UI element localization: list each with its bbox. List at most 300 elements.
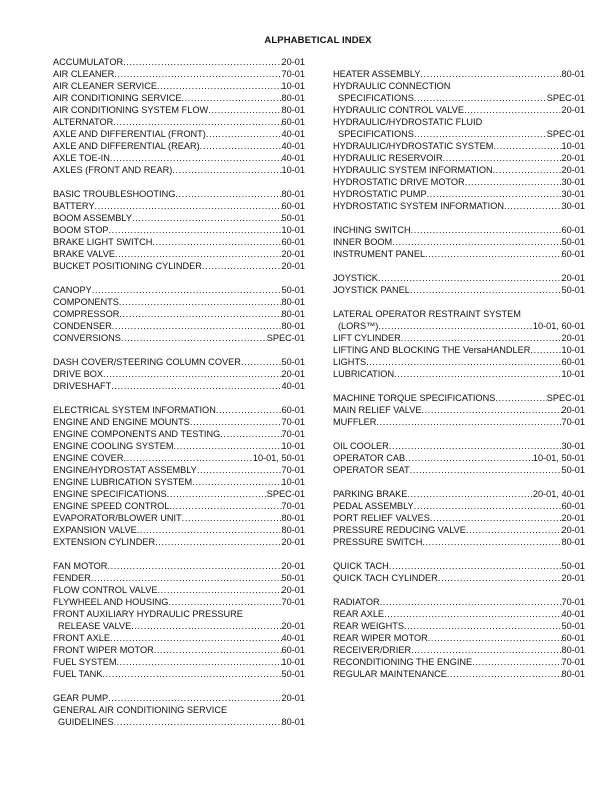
entry-label: ACCUMULATOR bbox=[53, 57, 124, 67]
index-entry bbox=[333, 248, 585, 260]
index-group bbox=[53, 284, 305, 344]
entry-label: REAR WEIGHTS bbox=[333, 621, 404, 631]
index-entry bbox=[53, 404, 305, 416]
dot-leader bbox=[107, 560, 281, 572]
entry-page: 80-01 bbox=[561, 537, 585, 547]
index-group bbox=[53, 560, 305, 680]
index-entry bbox=[53, 248, 305, 260]
entry-page: 40-01 bbox=[281, 153, 305, 163]
entry-page: 20-01 bbox=[281, 537, 305, 547]
dot-leader bbox=[206, 128, 282, 140]
index-group bbox=[333, 272, 585, 296]
dot-leader bbox=[495, 392, 546, 404]
index-entry bbox=[53, 560, 305, 572]
index-entry bbox=[333, 560, 585, 572]
entry-page: 50-01 bbox=[561, 621, 585, 631]
entry-page: 20-01 bbox=[281, 621, 305, 631]
index-entry bbox=[53, 308, 305, 320]
entry-page: 30-01 bbox=[561, 177, 585, 187]
index-group bbox=[53, 188, 305, 272]
index-entry bbox=[53, 428, 305, 440]
dot-leader bbox=[410, 284, 562, 296]
entry-page: 10-01, 50-01 bbox=[252, 453, 305, 463]
index-entry bbox=[53, 296, 305, 308]
entry-page: 10-01 bbox=[561, 141, 585, 151]
entry-page: 10-01 bbox=[281, 165, 305, 175]
dot-leader bbox=[378, 320, 533, 332]
entry-label: HYDROSTATIC PUMP bbox=[333, 189, 427, 199]
entry-label: GENERAL AIR CONDITIONING SERVICE bbox=[53, 705, 228, 715]
entry-label: FRONT WIPER MOTOR bbox=[53, 645, 154, 655]
page-title: ALPHABETICAL INDEX bbox=[264, 35, 372, 46]
dot-leader bbox=[175, 188, 281, 200]
entry-label: FUEL TANK bbox=[53, 669, 103, 679]
index-entry bbox=[333, 632, 585, 644]
index-entry bbox=[53, 488, 305, 500]
dot-leader bbox=[113, 116, 281, 128]
index-entry bbox=[53, 632, 305, 644]
dot-leader bbox=[472, 656, 561, 668]
index-entry bbox=[333, 104, 585, 116]
index-entry bbox=[53, 140, 305, 152]
entry-page: 80-01 bbox=[281, 513, 305, 523]
entry-label: INNER BOOM bbox=[333, 237, 393, 247]
entry-label: BATTERY bbox=[53, 201, 95, 211]
index-entry bbox=[53, 512, 305, 524]
entry-label: EVAPORATOR/BLOWER UNIT bbox=[53, 513, 182, 523]
entry-label: (LORS™) bbox=[338, 321, 379, 331]
index-entry bbox=[333, 620, 585, 632]
entry-label: CONDENSER bbox=[53, 321, 112, 331]
dot-leader bbox=[202, 260, 282, 272]
entry-page: 60-01 bbox=[281, 405, 305, 415]
dot-leader bbox=[169, 500, 281, 512]
dot-leader bbox=[414, 500, 562, 512]
index-entry bbox=[53, 212, 305, 224]
entry-page: 80-01 bbox=[281, 297, 305, 307]
dot-leader bbox=[414, 92, 547, 104]
entry-label: REAR AXLE bbox=[333, 609, 385, 619]
index-entry bbox=[333, 488, 585, 500]
entry-page: 30-01 bbox=[561, 201, 585, 211]
entry-label: FLOW CONTROL VALVE bbox=[53, 585, 158, 595]
entry-page: 80-01 bbox=[281, 93, 305, 103]
entry-label: BOOM ASSEMBLY bbox=[53, 213, 132, 223]
dot-leader bbox=[108, 692, 281, 704]
dot-leader bbox=[197, 464, 282, 476]
entry-label: FENDER bbox=[53, 573, 91, 583]
entry-page: 70-01 bbox=[281, 429, 305, 439]
index-entry bbox=[53, 236, 305, 248]
dot-leader bbox=[404, 620, 562, 632]
entry-page: 10-01 bbox=[561, 345, 585, 355]
index-entry bbox=[53, 380, 305, 392]
index-entry bbox=[333, 668, 585, 680]
dot-leader bbox=[530, 344, 561, 356]
entry-page: SPEC-01 bbox=[266, 333, 305, 343]
dot-leader bbox=[443, 152, 562, 164]
entry-page: 40-01 bbox=[281, 633, 305, 643]
entry-page: 60-01 bbox=[281, 237, 305, 247]
entry-label: FRONT AUXILIARY HYDRAULIC PRESSURE bbox=[53, 609, 243, 619]
entry-page: 20-01 bbox=[281, 693, 305, 703]
dot-leader bbox=[181, 92, 281, 104]
dot-leader bbox=[115, 248, 282, 260]
index-entry bbox=[53, 284, 305, 296]
entry-page: 20-01 bbox=[561, 273, 585, 283]
index-entry bbox=[333, 356, 585, 368]
index-group bbox=[53, 404, 305, 548]
entry-page: 20-01 bbox=[561, 405, 585, 415]
entry-label: ENGINE/HYDROSTAT ASSEMBLY bbox=[53, 465, 197, 475]
index-entry bbox=[333, 164, 585, 176]
entry-label: DASH COVER/STEERING COLUMN COVER bbox=[53, 357, 241, 367]
index-entry bbox=[333, 116, 585, 128]
index-group bbox=[333, 308, 585, 380]
entry-page: 80-01 bbox=[281, 189, 305, 199]
index-entry bbox=[53, 476, 305, 488]
entry-page: 60-01 bbox=[561, 225, 585, 235]
entry-page: 80-01 bbox=[281, 105, 305, 115]
entry-page: 20-01 bbox=[281, 261, 305, 271]
dot-leader bbox=[152, 236, 281, 248]
entry-label: LATERAL OPERATOR RESTRAINT SYSTEM bbox=[333, 309, 521, 319]
dot-leader bbox=[167, 488, 267, 500]
index-entry bbox=[53, 128, 305, 140]
index-entry bbox=[53, 368, 305, 380]
entry-page: 70-01 bbox=[281, 417, 305, 427]
dot-leader bbox=[208, 104, 281, 116]
index-entry bbox=[53, 584, 305, 596]
entry-label: AXLES (FRONT AND REAR) bbox=[53, 165, 173, 175]
index-entry bbox=[53, 464, 305, 476]
entry-page: 10-01 bbox=[281, 441, 305, 451]
dot-leader bbox=[405, 452, 533, 464]
dot-leader bbox=[378, 272, 562, 284]
index-entry bbox=[333, 236, 585, 248]
entry-page: 20-01 bbox=[281, 585, 305, 595]
index-entry bbox=[53, 416, 305, 428]
index-entry bbox=[333, 284, 585, 296]
dot-leader bbox=[384, 608, 561, 620]
entry-page: 70-01 bbox=[281, 69, 305, 79]
index-entry bbox=[53, 620, 305, 632]
index-group bbox=[333, 224, 585, 260]
dot-leader bbox=[392, 236, 561, 248]
entry-page: 70-01 bbox=[561, 597, 585, 607]
entry-label: INCHING SWITCH bbox=[333, 225, 411, 235]
entry-page: 10-01, 60-01 bbox=[532, 321, 585, 331]
index-entry bbox=[53, 524, 305, 536]
dot-leader bbox=[112, 320, 282, 332]
entry-label: RELEASE VALVE bbox=[58, 621, 132, 631]
index-entry bbox=[53, 188, 305, 200]
entry-label: PORT RELIEF VALVES bbox=[333, 513, 430, 523]
entry-label: SPECIFICATIONS bbox=[338, 93, 414, 103]
entry-label: HYDROSTATIC SYSTEM INFORMATION bbox=[333, 201, 504, 211]
entry-label: ENGINE SPEED CONTROL bbox=[53, 501, 170, 511]
index-entry bbox=[333, 272, 585, 284]
index-entry bbox=[333, 152, 585, 164]
entry-label: AIR CLEANER SERVICE bbox=[53, 81, 157, 91]
index-entry bbox=[333, 140, 585, 152]
index-entry bbox=[333, 224, 585, 236]
dot-leader bbox=[425, 248, 561, 260]
entry-page: 10-01 bbox=[281, 225, 305, 235]
dot-leader bbox=[95, 200, 282, 212]
index-entry bbox=[53, 536, 305, 548]
dot-leader bbox=[366, 356, 561, 368]
dot-leader bbox=[465, 176, 562, 188]
dot-leader bbox=[157, 80, 282, 92]
index-column-right bbox=[333, 68, 585, 692]
dot-leader bbox=[123, 56, 281, 68]
entry-page: 50-01 bbox=[561, 561, 585, 571]
dot-leader bbox=[172, 164, 281, 176]
index-entry bbox=[333, 68, 585, 80]
index-entry bbox=[53, 572, 305, 584]
index-entry bbox=[53, 440, 305, 452]
entry-label: MACHINE TORQUE SPECIFICATIONS bbox=[333, 393, 496, 403]
entry-page: 20-01 bbox=[281, 57, 305, 67]
index-group bbox=[53, 692, 305, 728]
entry-label: OPERATOR SEAT bbox=[333, 465, 410, 475]
entry-label: FUEL SYSTEM bbox=[53, 657, 117, 667]
entry-label: HEATER ASSEMBLY bbox=[333, 69, 421, 79]
entry-page: 50-01 bbox=[281, 213, 305, 223]
entry-label: BASIC TROUBLESHOOTING bbox=[53, 189, 176, 199]
index-entry bbox=[53, 80, 305, 92]
index-entry bbox=[333, 92, 585, 104]
dot-leader bbox=[464, 104, 561, 116]
entry-label: LIGHTS bbox=[333, 357, 367, 367]
index-entry bbox=[333, 128, 585, 140]
entry-label: JOYSTICK bbox=[333, 273, 378, 283]
dot-leader bbox=[92, 284, 282, 296]
entry-label: EXTENSION CYLINDER bbox=[53, 537, 156, 547]
index-entry bbox=[53, 452, 305, 464]
entry-page: 20-01 bbox=[561, 513, 585, 523]
index-entry bbox=[53, 596, 305, 608]
index-group bbox=[53, 56, 305, 176]
dot-leader bbox=[190, 416, 282, 428]
index-entry bbox=[333, 416, 585, 428]
entry-label: PRESSURE REDUCING VALVE bbox=[333, 525, 466, 535]
entry-page: 80-01 bbox=[281, 525, 305, 535]
entry-label: MUFFLER bbox=[333, 417, 377, 427]
dot-leader bbox=[241, 356, 282, 368]
entry-label: QUICK TACH CYLINDER bbox=[333, 573, 438, 583]
index-entry bbox=[53, 56, 305, 68]
entry-page: 20-01 bbox=[561, 153, 585, 163]
entry-page: 50-01 bbox=[281, 285, 305, 295]
entry-label: BUCKET POSITIONING CYLINDER bbox=[53, 261, 202, 271]
entry-page: 10-01, 50-01 bbox=[532, 453, 585, 463]
dot-leader bbox=[116, 656, 281, 668]
entry-label: OIL COOLER bbox=[333, 441, 389, 451]
dot-leader bbox=[157, 584, 281, 596]
entry-label: AXLE AND DIFFERENTIAL (FRONT) bbox=[53, 129, 206, 139]
dot-leader bbox=[447, 668, 562, 680]
entry-label: FRONT AXLE bbox=[53, 633, 111, 643]
entry-label: LIFT CYLINDER bbox=[333, 333, 401, 343]
index-entry bbox=[333, 344, 585, 356]
dot-leader bbox=[114, 716, 282, 728]
index-entry bbox=[53, 656, 305, 668]
entry-label: AXLE AND DIFFERENTIAL (REAR) bbox=[53, 141, 200, 151]
entry-label: LIFTING AND BLOCKING THE VersaHANDLER bbox=[333, 345, 531, 355]
dot-leader bbox=[91, 572, 282, 584]
entry-page: 20-01 bbox=[561, 165, 585, 175]
dot-leader bbox=[182, 512, 282, 524]
dot-leader bbox=[389, 440, 562, 452]
index-entry bbox=[333, 464, 585, 476]
entry-label: ENGINE AND ENGINE MOUNTS bbox=[53, 417, 190, 427]
dot-leader bbox=[110, 152, 282, 164]
entry-label: ENGINE COOLING SYSTEM bbox=[53, 441, 174, 451]
index-entry bbox=[53, 152, 305, 164]
entry-label: HYDRAULIC CONTROL VALVE bbox=[333, 105, 465, 115]
dot-leader bbox=[102, 668, 281, 680]
entry-label: FAN MOTOR bbox=[53, 561, 108, 571]
index-entry bbox=[53, 716, 305, 728]
dot-leader bbox=[155, 536, 281, 548]
dot-leader bbox=[438, 572, 562, 584]
entry-label: COMPONENTS bbox=[53, 297, 119, 307]
dot-leader bbox=[466, 524, 562, 536]
entry-label: RADIATOR bbox=[333, 597, 380, 607]
entry-label: GEAR PUMP bbox=[53, 693, 109, 703]
index-entry bbox=[333, 308, 585, 320]
dot-leader bbox=[123, 452, 252, 464]
entry-page: 10-01 bbox=[281, 657, 305, 667]
entry-page: 20-01 bbox=[561, 525, 585, 535]
index-entry bbox=[53, 260, 305, 272]
dot-leader bbox=[110, 632, 281, 644]
entry-label: JOYSTICK PANEL bbox=[333, 285, 410, 295]
entry-label: REGULAR MAINTENANCE bbox=[333, 669, 447, 679]
entry-page: 10-01 bbox=[561, 369, 585, 379]
entry-label: BRAKE VALVE bbox=[53, 249, 115, 259]
entry-page: 50-01 bbox=[561, 285, 585, 295]
index-entry bbox=[333, 512, 585, 524]
entry-page: 60-01 bbox=[561, 249, 585, 259]
entry-page: 20-01, 40-01 bbox=[532, 489, 585, 499]
dot-leader bbox=[192, 476, 281, 488]
entry-page: 50-01 bbox=[281, 357, 305, 367]
entry-label: OPERATOR CAB bbox=[333, 453, 406, 463]
dot-leader bbox=[389, 560, 562, 572]
dot-leader bbox=[411, 644, 561, 656]
entry-page: 20-01 bbox=[281, 369, 305, 379]
entry-page: 10-01 bbox=[281, 477, 305, 487]
entry-label: ENGINE COMPONENTS AND TESTING bbox=[53, 429, 221, 439]
index-group bbox=[333, 68, 585, 212]
dot-leader bbox=[411, 224, 562, 236]
entry-page: 80-01 bbox=[281, 717, 305, 727]
dot-leader bbox=[407, 488, 533, 500]
entry-page: 80-01 bbox=[281, 309, 305, 319]
index-column-left bbox=[53, 56, 305, 740]
dot-leader bbox=[216, 404, 282, 416]
index-group bbox=[333, 488, 585, 548]
entry-label: PARKING BRAKE bbox=[333, 489, 408, 499]
index-entry bbox=[53, 332, 305, 344]
dot-leader bbox=[220, 428, 281, 440]
entry-page: 40-01 bbox=[281, 381, 305, 391]
entry-page: 20-01 bbox=[281, 561, 305, 571]
entry-label: HYDRAULIC/HYDROSTATIC SYSTEM bbox=[333, 141, 494, 151]
dot-leader bbox=[428, 632, 562, 644]
entry-label: AIR CONDITIONING SYSTEM FLOW bbox=[53, 105, 209, 115]
dot-leader bbox=[119, 296, 282, 308]
entry-page: 60-01 bbox=[561, 357, 585, 367]
dot-leader bbox=[394, 368, 561, 380]
entry-label: ALTERNATOR bbox=[53, 117, 114, 127]
entry-label: ELECTRICAL SYSTEM INFORMATION bbox=[53, 405, 216, 415]
entry-label: QUICK TACH bbox=[333, 561, 389, 571]
index-entry bbox=[333, 440, 585, 452]
entry-label: LUBRICATION bbox=[333, 369, 395, 379]
entry-label: EXPANSION VALVE bbox=[53, 525, 137, 535]
dot-leader bbox=[137, 524, 282, 536]
dot-leader bbox=[200, 140, 282, 152]
index-group bbox=[333, 596, 585, 680]
index-entry bbox=[53, 224, 305, 236]
entry-page: 20-01 bbox=[561, 573, 585, 583]
index-entry bbox=[53, 68, 305, 80]
entry-label: FLYWHEEL AND HOUSING bbox=[53, 597, 169, 607]
entry-page: 80-01 bbox=[561, 645, 585, 655]
entry-page: 50-01 bbox=[281, 669, 305, 679]
entry-page: 70-01 bbox=[281, 597, 305, 607]
index-entry bbox=[53, 668, 305, 680]
entry-page: 80-01 bbox=[561, 69, 585, 79]
index-entry bbox=[333, 404, 585, 416]
entry-label: HYDRAULIC SYSTEM INFORMATION bbox=[333, 165, 493, 175]
entry-label: MAIN RELIEF VALVE bbox=[333, 405, 422, 415]
index-group bbox=[53, 356, 305, 392]
entry-page: 70-01 bbox=[561, 657, 585, 667]
entry-page: SPEC-01 bbox=[546, 393, 585, 403]
index-entry bbox=[53, 164, 305, 176]
entry-page: 70-01 bbox=[281, 465, 305, 475]
index-entry bbox=[53, 356, 305, 368]
dot-leader bbox=[414, 128, 547, 140]
index-entry bbox=[53, 320, 305, 332]
entry-label: HYDRAULIC RESERVOIR bbox=[333, 153, 443, 163]
dot-leader bbox=[422, 536, 561, 548]
index-entry bbox=[333, 188, 585, 200]
dot-leader bbox=[376, 416, 561, 428]
index-entry bbox=[333, 176, 585, 188]
index-entry bbox=[53, 104, 305, 116]
index-entry bbox=[333, 80, 585, 92]
index-entry bbox=[333, 200, 585, 212]
dot-leader bbox=[119, 308, 281, 320]
index-entry bbox=[333, 500, 585, 512]
dot-leader bbox=[103, 368, 281, 380]
entry-page: 70-01 bbox=[281, 501, 305, 511]
index-group bbox=[333, 392, 585, 428]
entry-label: ENGINE COVER bbox=[53, 453, 124, 463]
entry-label: HYDRAULIC CONNECTION bbox=[333, 81, 451, 91]
entry-page: 50-01 bbox=[561, 465, 585, 475]
entry-label: DRIVESHAFT bbox=[53, 381, 112, 391]
entry-label: PRESSURE SWITCH bbox=[333, 537, 423, 547]
index-entry bbox=[333, 536, 585, 548]
dot-leader bbox=[154, 644, 282, 656]
